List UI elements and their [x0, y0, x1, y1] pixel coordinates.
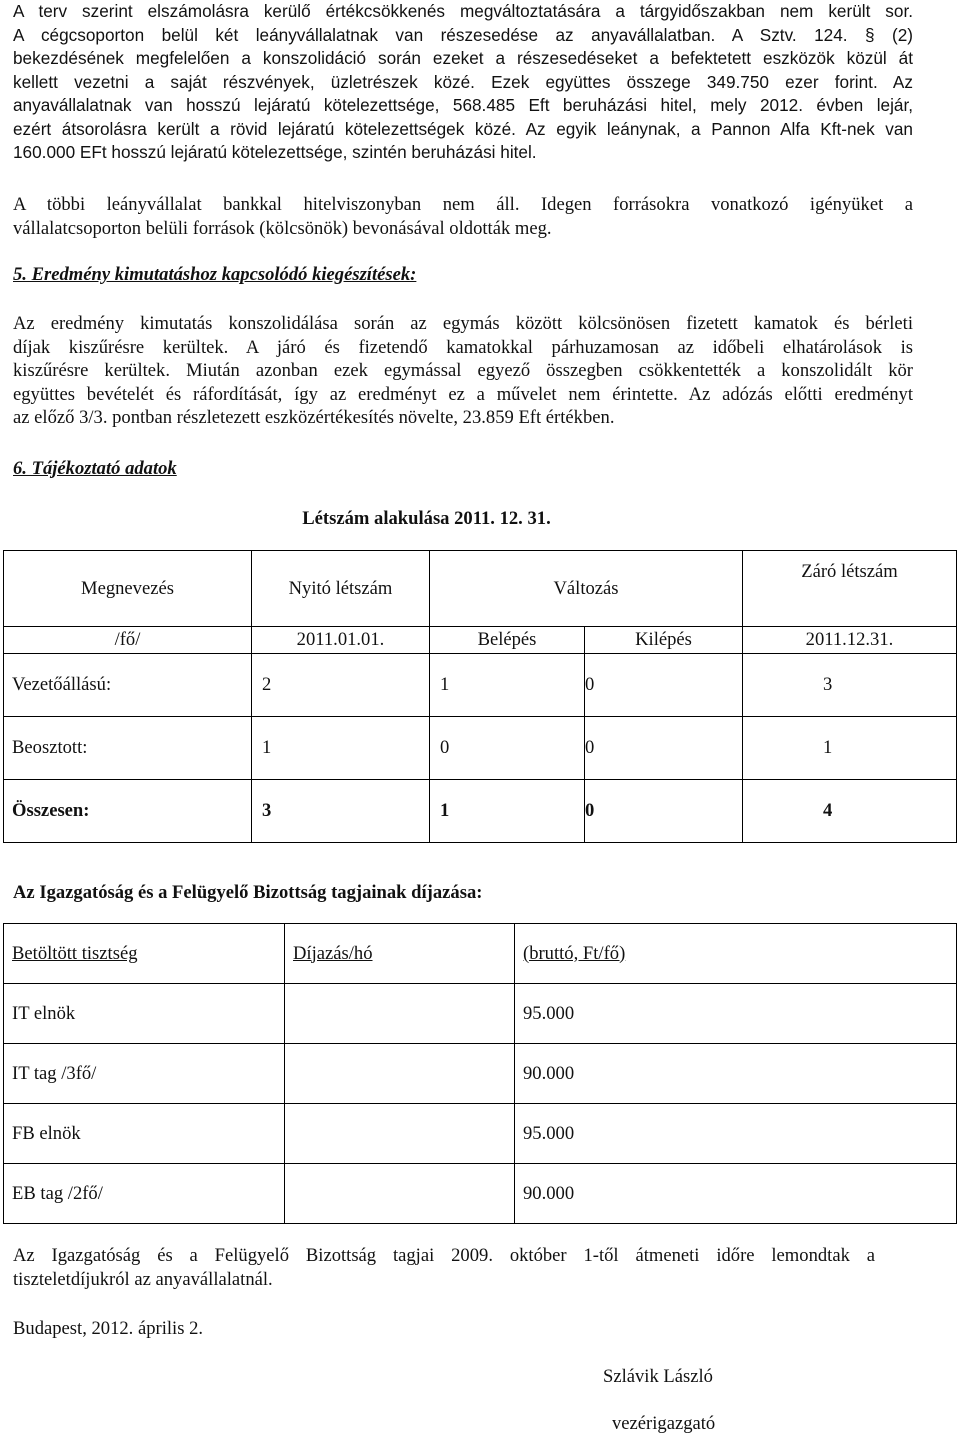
intro-line: bekezdésének megfelelően a konszolidáció során ezeket a részesedéseket a befektetett eszközök közül át	[13, 48, 913, 68]
signatory-name: Szlávik László	[603, 1366, 713, 1387]
row-empty	[285, 984, 515, 1044]
row-left: 0	[585, 654, 743, 717]
table-row	[4, 1164, 957, 1224]
table-row	[4, 654, 957, 717]
row-opening: 3	[252, 780, 430, 843]
row-left: 0	[585, 780, 743, 843]
intro-line: anyavállalatnak van hosszú lejáratú kötelezettsége, 568.485 Eft beruházási hitel, mely 2012. évben lejár,	[13, 95, 913, 115]
signatory-title: vezérigazgató	[612, 1413, 716, 1434]
staff-table-subheader-row	[4, 627, 957, 654]
header-name: Megnevezés	[4, 551, 252, 627]
subheader-left: Kilépés	[585, 627, 743, 654]
row-amount: 95.000	[515, 984, 957, 1044]
row-position: EB tag /2fő/	[4, 1164, 285, 1224]
subheader-closing-date: 2011.12.31.	[743, 627, 957, 654]
row-closing: 3	[743, 654, 957, 717]
table-row-total	[4, 780, 957, 843]
intro-line: A cégcsoporton belül két leányvállalatnak van részesedése az anyavállalatban. A Sztv. 124. § (2)	[13, 24, 913, 45]
row-joined: 1	[430, 780, 585, 843]
row-left: 0	[585, 717, 743, 780]
other-subsidiaries-paragraph	[13, 193, 913, 240]
paragraph-line: A többi leányvállalat bankkal hitelviszonyban nem áll. Idegen forrásokra vonatkozó igényüket a	[13, 194, 913, 215]
staff-table	[3, 550, 957, 843]
row-closing: 4	[743, 780, 957, 843]
header-position: Betöltött tisztség	[4, 924, 285, 984]
header-closing: Záró létszám	[743, 551, 957, 627]
table-row	[4, 984, 957, 1044]
row-amount: 95.000	[515, 1104, 957, 1164]
subheader-opening-date: 2011.01.01.	[252, 627, 430, 654]
subheader-joined: Belépés	[430, 627, 585, 654]
staff-table-header-row	[4, 551, 957, 627]
paragraph-line: Az Igazgatóság és a Felügyelő Bizottság tagjai 2009. október 1-től átmeneti időre lemondtak a	[13, 1245, 875, 1266]
paragraph-line: az előző 3/3. pontban részletezett eszközértékesítés növelte, 23.859 Eft értékben.	[13, 407, 615, 428]
board-note-paragraph	[13, 1244, 875, 1291]
place-date: Budapest, 2012. április 2.	[13, 1318, 204, 1339]
row-empty	[285, 1044, 515, 1104]
header-opening: Nyitó létszám	[252, 551, 430, 627]
row-name: Vezetőállású:	[4, 654, 252, 717]
board-fees-table	[3, 923, 957, 1224]
row-opening: 1	[252, 717, 430, 780]
paragraph-line: Az eredmény kimutatás konszolidálása során az egymás között kölcsönösen fizetett kamatok és bérleti	[13, 313, 913, 334]
row-amount: 90.000	[515, 1164, 957, 1224]
table-row	[4, 1044, 957, 1104]
row-position: IT tag /3fő/	[4, 1044, 285, 1104]
paragraph-line: tiszteletdíjukról az anyavállalatnál.	[13, 1268, 273, 1290]
row-empty	[285, 1104, 515, 1164]
intro-line: A terv szerint elszámolásra kerülő értékcsökkenés megváltoztatására a tárgyidőszakban nem került sor.	[13, 1, 913, 21]
row-amount: 90.000	[515, 1044, 957, 1104]
paragraph-line: vállalatcsoporton belüli források (kölcsönök) bevonásával oldották meg.	[13, 217, 552, 239]
row-name: Beosztott:	[4, 717, 252, 780]
header-change: Változás	[430, 551, 743, 627]
header-fee: Díjazás/hó	[285, 924, 515, 984]
row-opening: 2	[252, 654, 430, 717]
intro-line: 160.000 EFt hosszú lejáratú kötelezettsége, szintén beruházási hitel.	[13, 142, 537, 162]
table-row	[4, 717, 957, 780]
row-joined: 0	[430, 717, 585, 780]
section-5-heading: 5. Eredmény kimutatáshoz kapcsolódó kiegészítések:	[13, 264, 417, 285]
row-joined: 1	[430, 654, 585, 717]
staff-table-title: Létszám alakulása 2011. 12. 31.	[302, 508, 551, 529]
section-5-paragraph	[13, 312, 913, 430]
section-6-heading: 6. Tájékoztató adatok	[13, 458, 177, 479]
fees-table-header-row	[4, 924, 957, 984]
row-closing: 1	[743, 717, 957, 780]
table-row	[4, 1104, 957, 1164]
subheader-unit: /fő/	[4, 627, 252, 654]
paragraph-line: kiszűrésre kerültek. Miután azonban ezek egymással egyező összegben csökkentették a konszolidált kör	[13, 360, 913, 381]
board-fees-title: Az Igazgatóság és a Felügyelő Bizottság tagjainak díjazása:	[13, 882, 483, 903]
intro-line: kellett vezetni a saját részvények, üzletrészek közé. Ezek együttes összege 349.750 ezer forint. Az	[13, 71, 913, 92]
row-empty	[285, 1164, 515, 1224]
row-position: IT elnök	[4, 984, 285, 1044]
paragraph-line: együttes bevételét és ráfordítását, így az eredményt ez a művelet nem érintette. Az adózás előtti eredményt	[13, 383, 913, 405]
header-unit: (bruttó, Ft/fő)	[515, 924, 957, 984]
row-position: FB elnök	[4, 1104, 285, 1164]
intro-line: ezért átsorolásra került a rövid lejáratú kötelezettségek közé. Az egyik leánynak, a Pannon Alfa Kft-nek van	[13, 118, 913, 139]
row-name: Összesen:	[4, 780, 252, 843]
intro-paragraph	[13, 0, 913, 165]
paragraph-line: díjak kiszűrésre kerültek. A járó és fizetendő kamatokkal párhuzamosan az időbeli elhatárolások is	[13, 336, 913, 358]
